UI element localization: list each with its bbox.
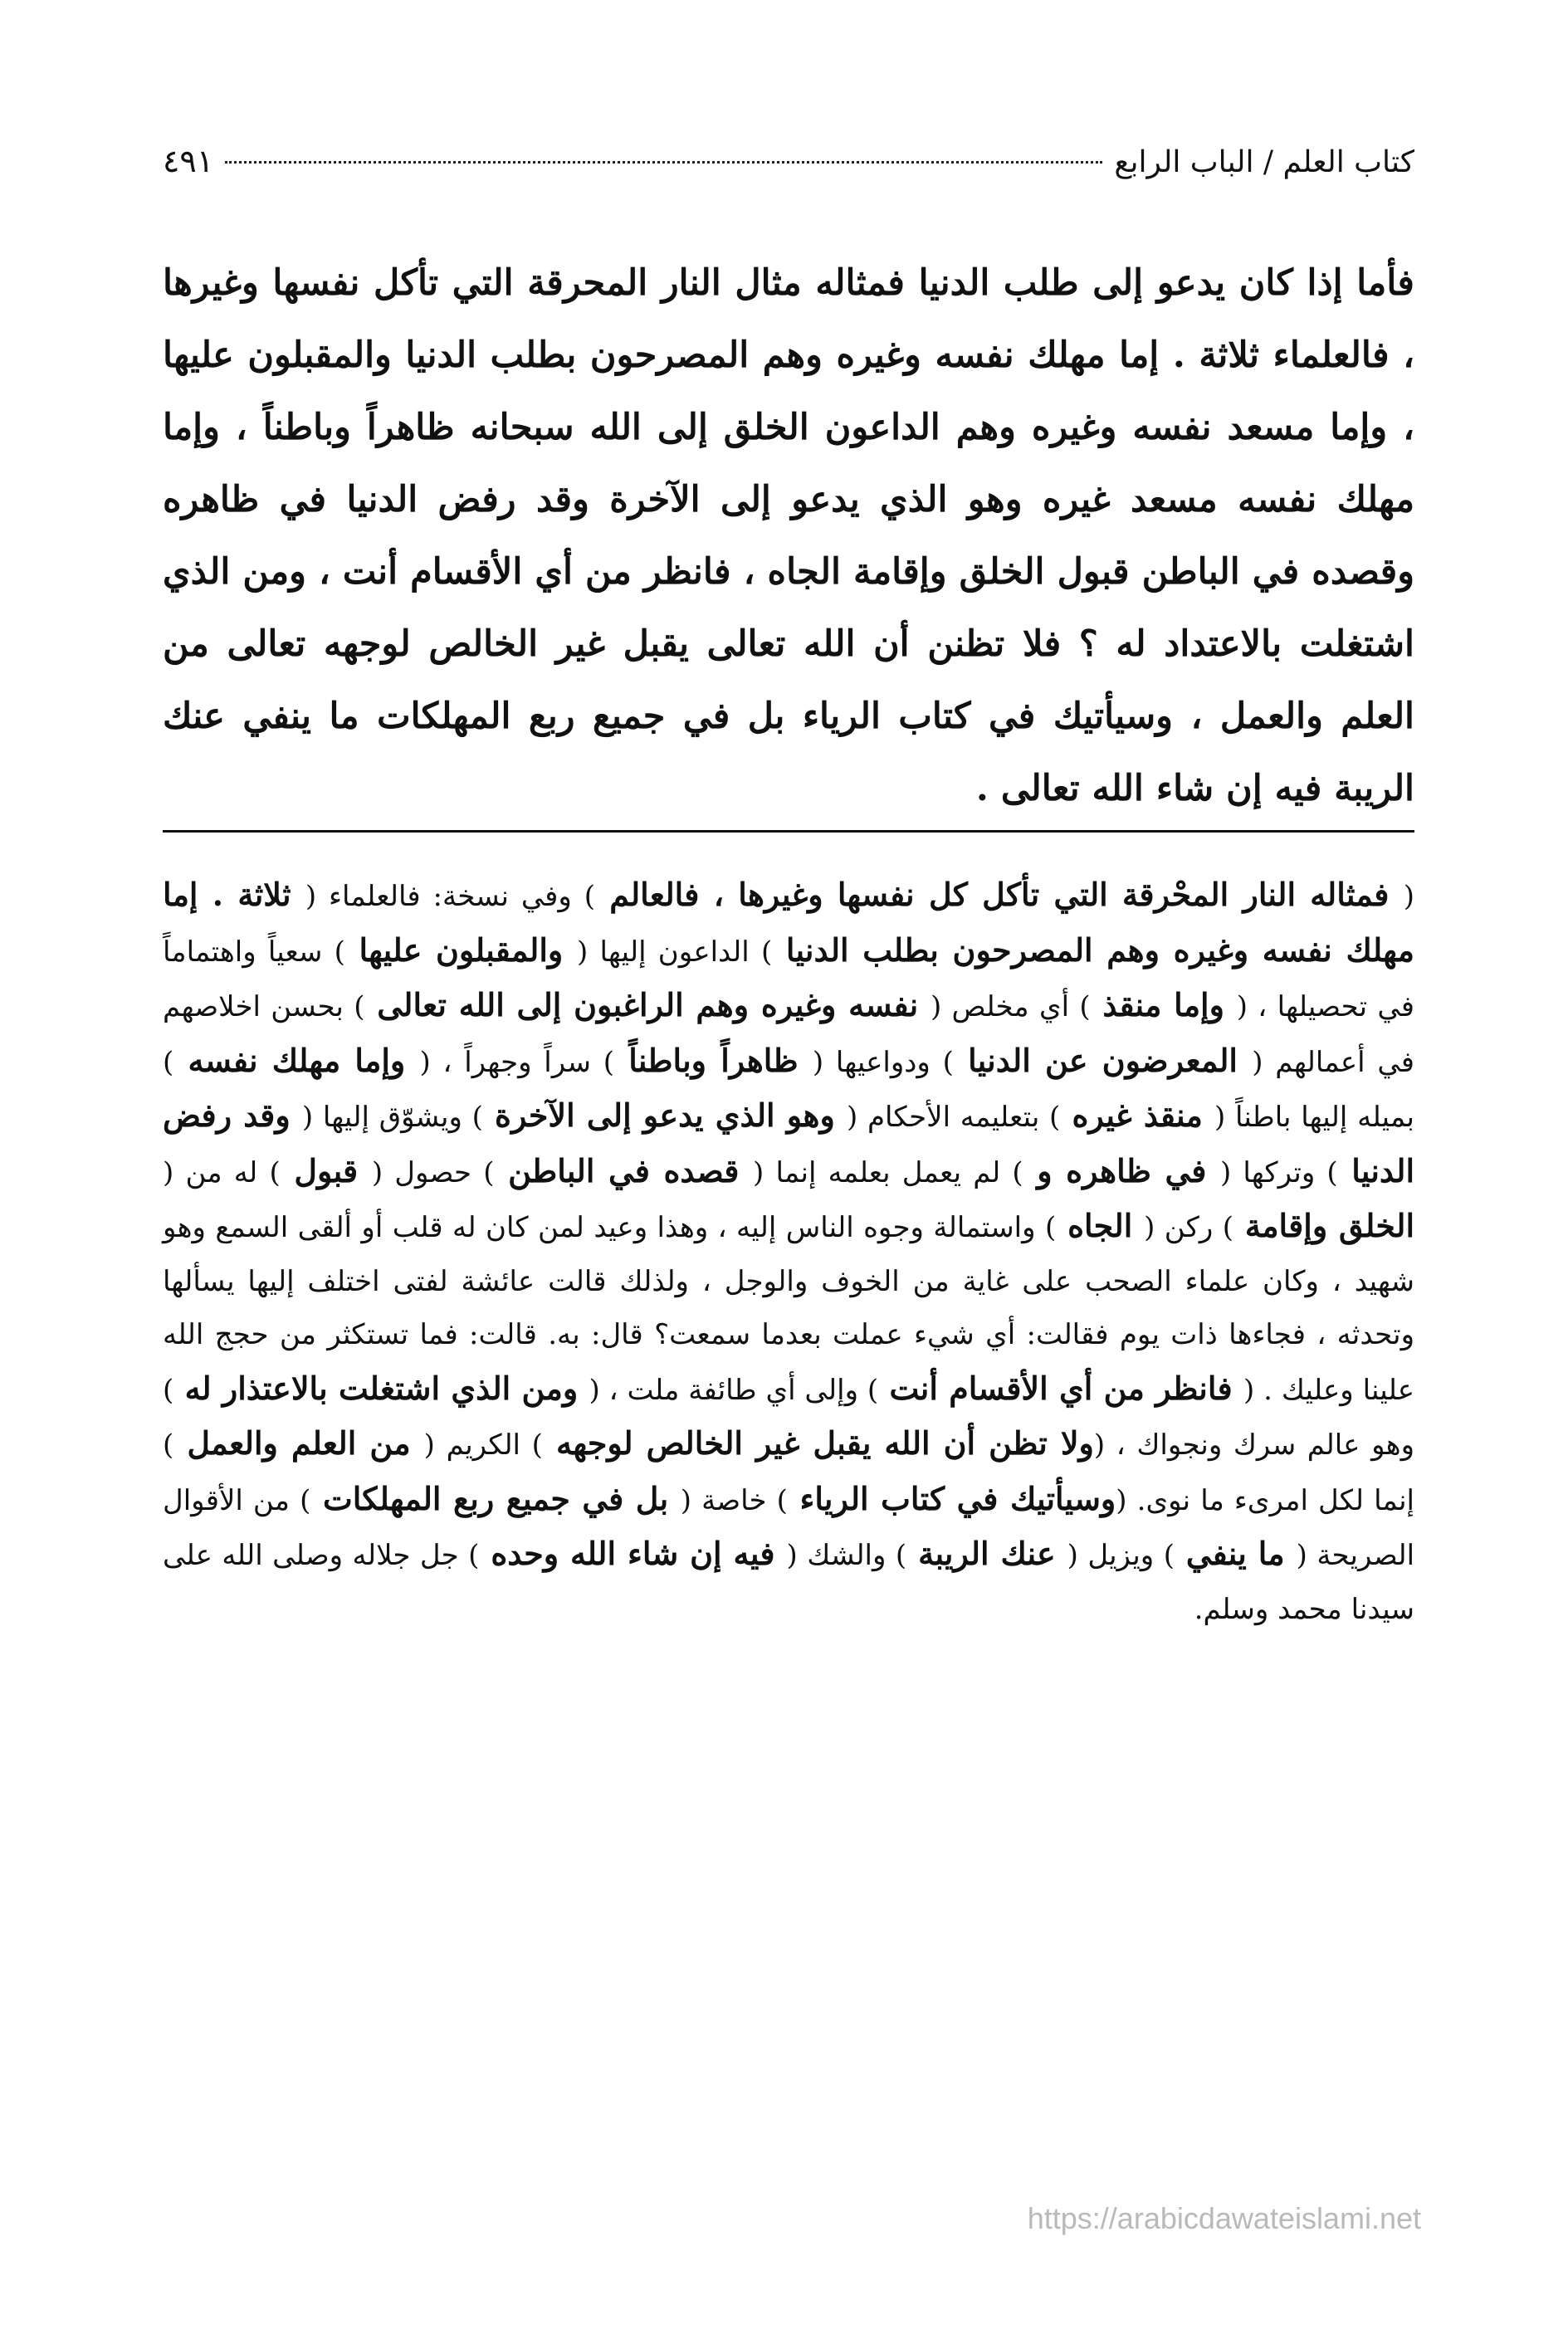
commentary-text-segment: ) بتعليمه الأحكام (	[846, 1101, 1061, 1134]
commentary-text-segment: ) أي مخلص (	[930, 990, 1091, 1023]
commentary-text-segment: ) الكريم (	[423, 1428, 543, 1462]
page-number: ٤٩١	[163, 143, 214, 179]
commentary-text-segment: ) سراً وجهراً ، (	[419, 1045, 615, 1079]
quoted-text-segment: قصده في الباطن	[494, 1151, 754, 1189]
quoted-text-segment: ما ينفي	[1174, 1535, 1297, 1572]
quoted-text-segment: وقد رفض الدنيا	[163, 1096, 1415, 1189]
quoted-text-segment: ثلاثة . إما مهلك نفسه وغيره وهم المصرحون بطلب الدنيا	[163, 876, 1415, 969]
quoted-text-segment: فيه إن شاء الله وحده	[479, 1535, 787, 1572]
quoted-text-segment: وإما منقذ	[1090, 986, 1237, 1023]
commentary-text-segment: ) وهو عالم سرك ونجواك ، (	[163, 1373, 1414, 1462]
quoted-text-segment: الخلق وإقامة	[1233, 1207, 1414, 1244]
quoted-text-segment: وهو الذي يدعو إلى الآخرة	[482, 1096, 847, 1134]
commentary-text-segment: ) وفي نسخة: فالعلماء (	[305, 880, 595, 913]
commentary-text-segment: ) ركن (	[1144, 1211, 1233, 1244]
commentary-text-segment: ) واستمالة وجوه الناس إليه ، وهذا وعيد لمن كان له قلب أو ألقى السمع وهو شهيد ، وكان علماء الصحب على غاية من الخوف والوجل ، ولذلك قالت عائشة لفتى اختلف إليها يسألها وتحدثه ، فجاءها ذات يوم فقالت: أي شيء عملت بعدما سمعت؟ قال: به. قالت: فما تستكثر من حجج الله علينا وعليك . (	[163, 1211, 1415, 1407]
quoted-text-segment: والمقبلون عليها	[344, 930, 577, 969]
footnote-divider	[163, 830, 1414, 833]
quoted-text-segment: ولا تظن أن الله يقبل غير الخالص لوجهه	[542, 1424, 1094, 1462]
commentary-text-segment: ) له من (	[163, 1155, 281, 1189]
commentary-text-segment: ) ويزيل (	[1067, 1539, 1175, 1572]
quoted-text-segment: فانظر من أي الأقسام أنت	[878, 1369, 1243, 1407]
commentary	[163, 868, 1414, 1636]
commentary-text-segment: ) حصول (	[371, 1155, 495, 1189]
commentary-text-segment: ) بحسن اخلاصهم في أعمالهم (	[163, 990, 1414, 1079]
commentary-text-segment: ) إنما لكل امرىء ما نوى. (	[163, 1428, 1414, 1517]
commentary-paragraph	[163, 868, 1414, 1636]
running-header	[163, 143, 1414, 193]
quoted-text-segment: فمثاله النار المحْرقة التي تأكل كل نفسها وغيرها ، فالعالم	[594, 876, 1404, 913]
commentary-text-segment: ) ودواعيها (	[812, 1045, 954, 1079]
commentary-text-segment: ) وتركها (	[1219, 1155, 1338, 1189]
quoted-text-segment: وسيأتيك في كتاب الرياء	[787, 1479, 1116, 1517]
quoted-text-segment: في ظاهره و	[1023, 1151, 1220, 1189]
commentary-text-segment: ) وإلى أي طائفة ملت ، (	[589, 1373, 879, 1407]
main-text: فأما إذا كان يدعو إلى طلب الدنيا فمثاله مثال النار المحرقة التي تأكل نفسها وغيرها ، فالعلماء ثلاثة . إما مهلك نفسه وغيره وهم المصرحون بطلب الدنيا والمقبلون عليها ، وإما مسعد نفسه وغيره وهم الداعون الخلق إلى الله سبحانه ظاهراً وباطناً ، وإما مهلك نفسه مسعد غيره وهو الذي يدعو إلى الآخرة وقد رفض الدنيا في ظاهره وقصده في الباطن قبول الخلق وإقامة الجاه ، فانظر من أي الأقسام أنت ، ومن الذي اشتغلت بالاعتداد له ؟ فلا تظنن أن الله تعالى يقبل غير الخالص لوجهه تعالى من العلم والعمل ، وسيأتيك في كتاب الرياء بل في جميع ربع المهلكات ما ينفي عنك الريبة فيه إن شاء الله تعالى .	[163, 262, 1415, 809]
commentary-text-segment: ) والشك (	[786, 1539, 907, 1572]
watermark-url: https://arabicdawateislami.net	[1027, 2201, 1421, 2235]
commentary-text-segment: ) خاصة (	[680, 1483, 788, 1517]
commentary-text-segment: ) لم يعمل بعلمه إنما (	[753, 1155, 1023, 1189]
commentary-text-segment: ) من الأقوال الصريحة (	[163, 1483, 1415, 1572]
quoted-text-segment: ظاهراً وباطناً	[614, 1041, 813, 1079]
quoted-text-segment: الجاه	[1056, 1207, 1145, 1244]
commentary-text-segment: ) سعياً واهتماماً في تحصيلها ، (	[163, 935, 1414, 1023]
quoted-text-segment: عنك الريبة	[906, 1535, 1067, 1572]
quoted-text-segment: ومن الذي اشتغلت بالاعتذار له	[173, 1369, 589, 1407]
commentary-text-segment: (	[1403, 880, 1415, 913]
quoted-text-segment: منقذ غيره	[1060, 1096, 1214, 1134]
quoted-text-segment: قبول	[280, 1151, 372, 1189]
quoted-text-segment: المعرضون عن الدنيا	[953, 1041, 1253, 1079]
commentary-text-segment: ) ويشوّق إليها (	[301, 1101, 483, 1134]
commentary-text-segment: ) الداعون إليها (	[576, 935, 773, 969]
dotted-leader	[225, 161, 1102, 164]
commentary-text-segment: ) جل جلاله وصلى الله على سيدنا محمد وسلم.	[163, 1539, 1414, 1626]
chapter-title: كتاب العلم / الباب الرابع	[1114, 145, 1414, 179]
quoted-text-segment: نفسه وغيره وهم الراغبون إلى الله تعالى	[364, 986, 931, 1023]
quoted-text-segment: وإما مهلك نفسه	[173, 1041, 420, 1079]
commentary-text-segment: ) بميله إليها باطناً (	[163, 1045, 1414, 1134]
quoted-text-segment: بل في جميع ربع المهلكات	[310, 1479, 681, 1517]
quoted-text-segment: من العلم والعمل	[173, 1424, 424, 1462]
